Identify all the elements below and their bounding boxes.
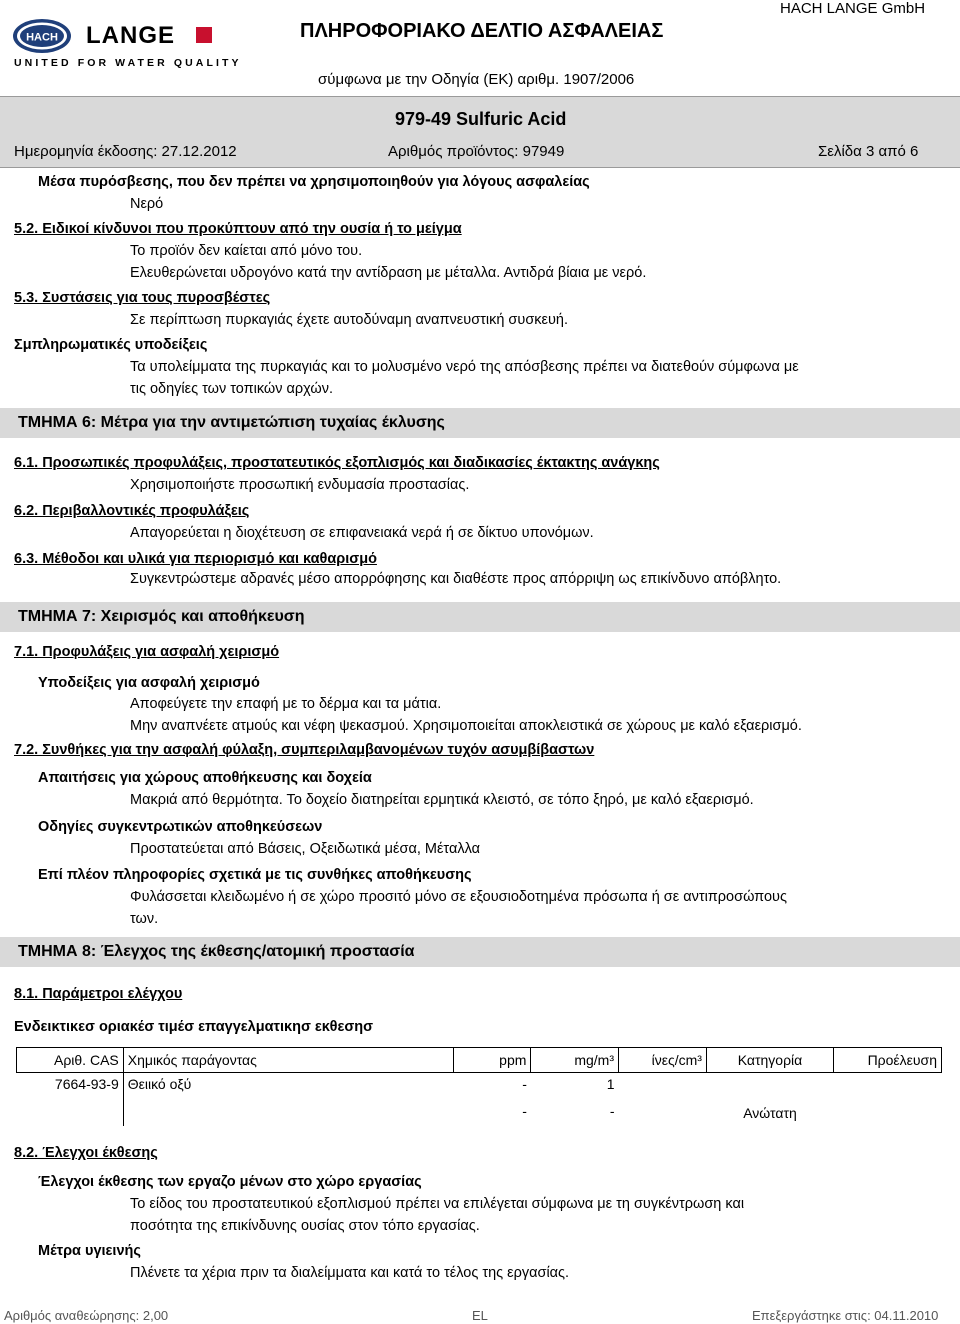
subsection-7-2-heading: 7.2. Συνθήκες για την ασφαλή φύλαξη, συμπεριλαμβανομένων τυχόν ασυμβίβαστων [14, 742, 595, 758]
table-cell [834, 1097, 942, 1126]
workplace-exposure-line: Το είδος του προστατευτικού εξοπλισμού πρέπει να επιλέγεται σύμφωνα με τη συγκέντρωση και [130, 1196, 745, 1212]
subsection-8-1-heading: 8.1. Παράμετροι ελέγχου [14, 986, 183, 1002]
product-name: 979-49 Sulfuric Acid [395, 109, 567, 129]
column-header: Αριθ. CAS [17, 1048, 124, 1073]
page-number: Σελίδα 3 από 6 [818, 143, 919, 160]
column-header: Κατηγορία [706, 1048, 833, 1073]
issue-date: Ημερομηνία έκδοσης: 27.12.2012 [14, 143, 237, 160]
subsection-5-2-heading: 5.2. Ειδικοί κίνδυνοι που προκύπτουν από την ουσία ή το μείγμα [14, 221, 462, 237]
safe-handling-line: Αποφεύγετε την επαφή με το δέρμα και τα μάτια. [130, 696, 442, 712]
storage-requirements-line: Μακριά από θερμότητα. Το δοχείο διατηρείται ερμητικά κλειστό, σε τόπο ξηρό, με καλό εξαερισμό. [130, 792, 754, 808]
storage-info-heading: Επί πλέον πληροφορίες σχετικά με τις συνθήκες αποθήκευσης [38, 867, 472, 883]
unsuitable-media-heading: Μέσα πυρόσβεσης, που δεν πρέπει να χρησιμοποιηθούν για λόγους ασφαλείας [38, 174, 590, 190]
workplace-exposure-line: ποσότητα της επικίνδυνης ουσίας στον τόπο εργασίας. [130, 1218, 480, 1234]
logo-tagline: UNITED FOR WATER QUALITY [14, 57, 242, 69]
table-row [17, 1097, 942, 1126]
section-8-title: ΤΜΗΜΑ 8: Έλεγχος της έκθεσης/ατομική προστασία [18, 943, 415, 960]
table-cell: - [522, 1076, 527, 1092]
additional-advice-line: Τα υπολείμματα της πυρκαγιάς και το μολυσμένο νερό της απόσβεσης πρέπει να διατεθούν σύμφωνα με [130, 359, 799, 375]
exposure-limits-heading: Ενδεικτικεσ οριακέσ τιμέσ επαγγελματικησ εκθεσησ [14, 1019, 374, 1035]
safe-handling-heading: Υποδείξεις για ασφαλή χειρισμό [38, 675, 260, 691]
revision-number: Αριθμός αναθεώρησης: 2,00 [4, 1308, 169, 1323]
storage-info-line: των. [130, 911, 159, 927]
storage-requirements-heading: Απαιτήσεις για χώρους αποθήκευσης και δοχεία [38, 770, 372, 786]
column-header: ίνες/cm³ [619, 1048, 707, 1073]
company-name: HACH LANGE GmbH [780, 0, 926, 17]
subsection-5-2-line: Το προϊόν δεν καίεται από μόνο του. [130, 243, 363, 259]
workplace-exposure-heading: Έλεγχοι έκθεσης των εργαζο μένων στο χώρο εργασίας [38, 1174, 422, 1190]
subsection-6-2-heading: 6.2. Περιβαλλοντικές προφυλάξεις [14, 503, 250, 519]
table-cell: Ανώτατη [743, 1105, 797, 1121]
unsuitable-media-value: Νερό [130, 196, 164, 212]
column-header: ppm [453, 1048, 531, 1073]
subsection-7-1-heading: 7.1. Προφυλάξεις για ασφαλή χειρισμό [14, 644, 280, 660]
table-cell: Θειικό οξύ [127, 1076, 192, 1092]
subsection-8-2-heading: 8.2. Έλεγχοι έκθεσης [14, 1145, 158, 1161]
section-6-title: ΤΜΗΜΑ 6: Μέτρα για την αντιμετώπιση τυχαίας έκλυσης [18, 414, 445, 431]
exposure-limits-table [16, 1047, 942, 1126]
hygiene-line: Πλένετε τα χέρια πριν τα διαλείμματα και κατά το τέλος της εργασίας. [130, 1265, 570, 1281]
additional-advice-line: τις οδηγίες των τοπικών αρχών. [130, 381, 333, 397]
table-header-row [17, 1048, 942, 1073]
safe-handling-line: Μην αναπνέετε ατμούς και νέφη ψεκασμού. Χρησιμοποιείται αποκλειστικά σε χώρους με καλό εξαερισμό. [130, 718, 802, 734]
table-cell: - [522, 1103, 527, 1119]
subsection-6-1-line: Χρησιμοποιήστε προσωπική ενδυμασία προστασίας. [130, 477, 470, 493]
column-header: mg/m³ [531, 1048, 619, 1073]
hach-logo [12, 18, 72, 54]
edited-date: Επεξεργάστηκε στις: 04.11.2010 [752, 1308, 939, 1323]
lange-logo: LANGE [86, 22, 175, 49]
document-title: ΠΛΗΡΟΦΟΡΙΑΚΟ ΔΕΛΤΙΟ ΑΣΦΑΛΕΙΑΣ [300, 20, 664, 42]
subsection-5-3-heading: 5.3. Συστάσεις για τους πυροσβέστες [14, 290, 271, 306]
hygiene-heading: Μέτρα υγιεινής [38, 1243, 141, 1259]
table-cell [619, 1073, 707, 1098]
directive-text: σύμφωνα με την Οδηγία (ΕΚ) αριθμ. 1907/2006 [318, 71, 635, 88]
section-7-title: ΤΜΗΜΑ 7: Χειρισμός και αποθήκευση [18, 608, 305, 625]
product-number: Αριθμός προϊόντος: 97949 [388, 143, 565, 160]
subsection-6-2-line: Απαγορεύεται η διοχέτευση σε επιφανειακά νερά ή σε δίκτυο υπονόμων. [130, 525, 594, 541]
joint-storage-line: Προστατεύεται από Βάσεις, Οξειδωτικά μέσα, Μέταλλα [130, 841, 480, 857]
table-cell: 1 [606, 1076, 615, 1092]
table-cell [706, 1073, 833, 1098]
storage-info-line: Φυλάσσεται κλειδωμένο ή σε χώρο προσιτό μόνο σε εξουσιοδοτημένα πρόσωπα ή σε αντιπροσώπους [130, 889, 787, 905]
table-cell: 7664-93-9 [17, 1073, 124, 1098]
subsection-6-1-heading: 6.1. Προσωπικές προφυλάξεις, προστατευτικός εξοπλισμός και διαδικασίες έκτακτης ανάγκης [14, 455, 660, 471]
language-code: EL [472, 1308, 488, 1323]
table-cell: - [609, 1103, 615, 1119]
column-header: Χημικός παράγοντας [123, 1048, 453, 1073]
additional-advice-heading: Σμπληρωματικές υποδείξεις [14, 337, 208, 353]
hach-logo-text: HACH [26, 31, 58, 44]
subsection-6-3-heading: 6.3. Μέθοδοι και υλικά για περιορισμό και καθαρισμό [14, 551, 377, 567]
column-header: Προέλευση [834, 1048, 942, 1073]
subsection-5-3-line: Σε περίπτωση πυρκαγιάς έχετε αυτοδύναμη αναπνευστική συσκευή. [130, 312, 569, 328]
table-row [17, 1073, 942, 1098]
table-cell [619, 1097, 707, 1126]
brand-mark-icon [196, 27, 212, 43]
subsection-6-3-line: Συγκεντρώστεμε αδρανές μέσο απορρόφησης και διαθέστε προς απόρριψη ως επικίνδυνο απόβλητο. [130, 571, 782, 587]
table-cell [834, 1073, 942, 1098]
subsection-5-2-line: Ελευθερώνεται υδρογόνο κατά την αντίδραση με μέταλλα. Αντιδρά βίαια με νερό. [130, 265, 647, 281]
table-cell [123, 1097, 453, 1126]
table-cell [17, 1097, 124, 1126]
joint-storage-heading: Οδηγίες συγκεντρωτικών αποθηκεύσεων [38, 819, 323, 835]
